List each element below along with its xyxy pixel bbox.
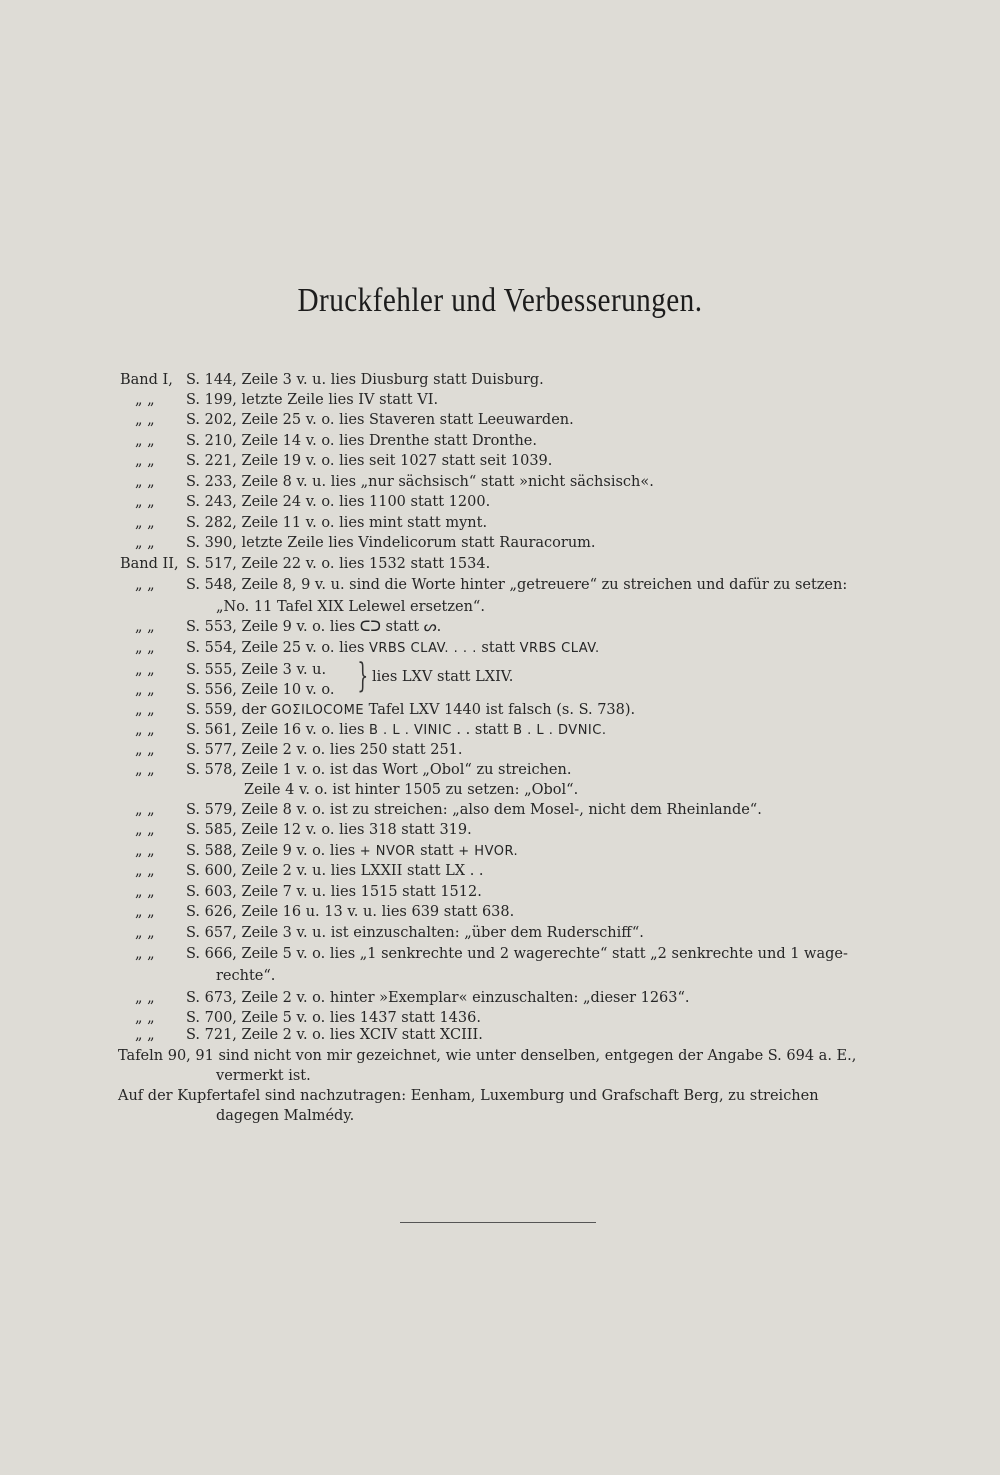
- ditto-mark: „ „: [135, 619, 155, 635]
- ditto-mark: „ „: [135, 412, 155, 428]
- ditto-mark: „ „: [135, 474, 155, 490]
- ditto-mark: „ „: [135, 762, 155, 778]
- legend-text: + NVOR: [359, 844, 416, 859]
- errata-entry: S. 390, letzte Zeile lies Vindelicorum statt Rauracorum.: [186, 535, 596, 551]
- errata-entry: S. 556, Zeile 10 v. o.: [186, 682, 335, 698]
- errata-entry: S. 555, Zeile 3 v. u.: [186, 662, 327, 678]
- ditto-mark: „ „: [135, 433, 155, 449]
- ditto-mark: „ „: [135, 515, 155, 531]
- errata-entry: S. 700, Zeile 5 v. o. lies 1437 statt 1436.: [186, 1010, 481, 1026]
- closing-rule: [400, 1222, 596, 1223]
- errata-entry: S. 577, Zeile 2 v. o. lies 250 statt 251.: [186, 742, 463, 758]
- errata-entry: S. 579, Zeile 8 v. o. ist zu streichen: „also dem Mosel-, nicht dem Rheinlande“.: [186, 802, 762, 818]
- entry-text: . . statt: [451, 722, 514, 738]
- ditto-mark: „ „: [135, 822, 155, 838]
- entry-text: S. 561, Zeile 16 v. o. lies: [186, 722, 369, 738]
- ditto-mark: „ „: [135, 1027, 155, 1043]
- errata-entry: S. 517, Zeile 22 v. o. lies 1532 statt 1534.: [186, 556, 491, 572]
- errata-entry: S. 666, Zeile 5 v. o. lies „1 senkrechte und 2 wagerechte“ statt „2 senkrechte und 1 wage-: [186, 946, 848, 962]
- volume-label: Band I,: [120, 372, 173, 388]
- errata-entry: S. 585, Zeile 12 v. o. lies 318 statt 319.: [186, 822, 472, 838]
- note-line-3: Auf der Kupfertafel sind nachzutragen: Eenham, Luxemburg und Grafschaft Berg, zu streichen: [118, 1088, 819, 1104]
- ditto-mark: „ „: [135, 535, 155, 551]
- ditto-mark: „ „: [135, 682, 155, 698]
- ditto-mark: „ „: [135, 925, 155, 941]
- errata-entry: S. 553, Zeile 9 v. o. lies ᑕᑐ statt ᔕ.: [186, 619, 442, 635]
- ditto-mark: „ „: [135, 640, 155, 656]
- errata-entry: S. 221, Zeile 19 v. o. lies seit 1027 statt seit 1039.: [186, 453, 553, 469]
- entry-text: Tafel LXV 1440 ist falsch (s. S. 738).: [364, 702, 636, 718]
- ditto-mark: „ „: [135, 802, 155, 818]
- legend-text: B . L . VINIC: [369, 723, 452, 738]
- note-line-4: dagegen Malmédy.: [216, 1108, 355, 1124]
- ditto-mark: „ „: [135, 843, 155, 859]
- ditto-mark: „ „: [135, 884, 155, 900]
- errata-entry: S. 626, Zeile 16 u. 13 v. u. lies 639 statt 638.: [186, 904, 515, 920]
- note-line-2: vermerkt ist.: [216, 1068, 311, 1084]
- legend-text: VRBS CLAV. . . .: [369, 641, 477, 656]
- errata-entry: S. 282, Zeile 11 v. o. lies mint statt mynt.: [186, 515, 488, 531]
- entry-text: S. 559, der: [186, 702, 271, 718]
- entry-text: S. 554, Zeile 25 v. o. lies: [186, 640, 369, 656]
- errata-entry: S. 603, Zeile 7 v. u. lies 1515 statt 1512.: [186, 884, 482, 900]
- ditto-mark: „ „: [135, 453, 155, 469]
- errata-entry: S. 673, Zeile 2 v. o. hinter »Exemplar« einzuschalten: „dieser 1263“.: [186, 990, 690, 1006]
- errata-entry: S. 202, Zeile 25 v. o. lies Staveren statt Leeuwarden.: [186, 412, 574, 428]
- brace-text: lies LXV statt LXIV.: [372, 669, 514, 685]
- ditto-mark: „ „: [135, 494, 155, 510]
- entry-text: statt: [415, 843, 459, 859]
- volume-label: Band II,: [120, 556, 179, 572]
- note-line-1: Tafeln 90, 91 sind nicht von mir gezeichnet, wie unter denselben, entgegen der Angabe S. 694 a. E.,: [118, 1048, 857, 1064]
- entry-text: S. 588, Zeile 9 v. o. lies: [186, 843, 360, 859]
- ditto-mark: „ „: [135, 946, 155, 962]
- ditto-mark: „ „: [135, 742, 155, 758]
- ditto-mark: „ „: [135, 577, 155, 593]
- errata-entry: S. 199, letzte Zeile lies IV statt VI.: [186, 392, 439, 408]
- legend-text: + HVOR.: [458, 844, 519, 859]
- errata-entry: [186, 638, 600, 659]
- ditto-mark: „ „: [135, 863, 155, 879]
- brace-mark: }: [357, 656, 369, 696]
- ditto-mark: „ „: [135, 722, 155, 738]
- ditto-mark: „ „: [135, 990, 155, 1006]
- errata-entry: S. 210, Zeile 14 v. o. lies Drenthe statt Dronthe.: [186, 433, 537, 449]
- errata-entry: S. 578, Zeile 1 v. o. ist das Wort „Obol“ zu streichen.: [186, 762, 572, 778]
- errata-entry: S. 548, Zeile 8, 9 v. u. sind die Worte hinter „getreuere“ zu streichen und dafür zu setzen:: [186, 577, 848, 593]
- errata-entry: [186, 700, 635, 721]
- errata-entry: S. 657, Zeile 3 v. u. ist einzuschalten: „über dem Ruderschiff“.: [186, 925, 644, 941]
- errata-entry: S. 233, Zeile 8 v. u. lies „nur sächsisch“ statt »nicht sächsisch«.: [186, 474, 654, 490]
- page-title: Druckfehler und Verbesserungen.: [297, 282, 703, 319]
- ditto-mark: „ „: [135, 1010, 155, 1026]
- entry-continuation: „No. 11 Tafel XIX Lelewel ersetzen“.: [216, 599, 485, 615]
- errata-entry: [186, 720, 606, 741]
- errata-entry: S. 600, Zeile 2 v. u. lies LXXII statt LX . .: [186, 863, 484, 879]
- entry-text: statt: [476, 640, 520, 656]
- legend-text: B . L . DVNIC.: [513, 723, 607, 738]
- errata-entry: S. 721, Zeile 2 v. o. lies XCIV statt XCIII.: [186, 1027, 483, 1043]
- legend-text: VRBS CLAV.: [519, 641, 600, 656]
- ditto-mark: „ „: [135, 702, 155, 718]
- legend-text: GOΣILOCOME: [270, 703, 365, 718]
- errata-entry: S. 243, Zeile 24 v. o. lies 1100 statt 1200.: [186, 494, 491, 510]
- ditto-mark: „ „: [135, 904, 155, 920]
- ditto-mark: „ „: [135, 662, 155, 678]
- entry-continuation: Zeile 4 v. o. ist hinter 1505 zu setzen: „Obol“.: [244, 782, 579, 798]
- ditto-mark: „ „: [135, 392, 155, 408]
- entry-continuation: rechte“.: [216, 968, 276, 984]
- errata-entry: S. 144, Zeile 3 v. u. lies Diusburg statt Duisburg.: [186, 372, 544, 388]
- errata-entry: [186, 841, 518, 862]
